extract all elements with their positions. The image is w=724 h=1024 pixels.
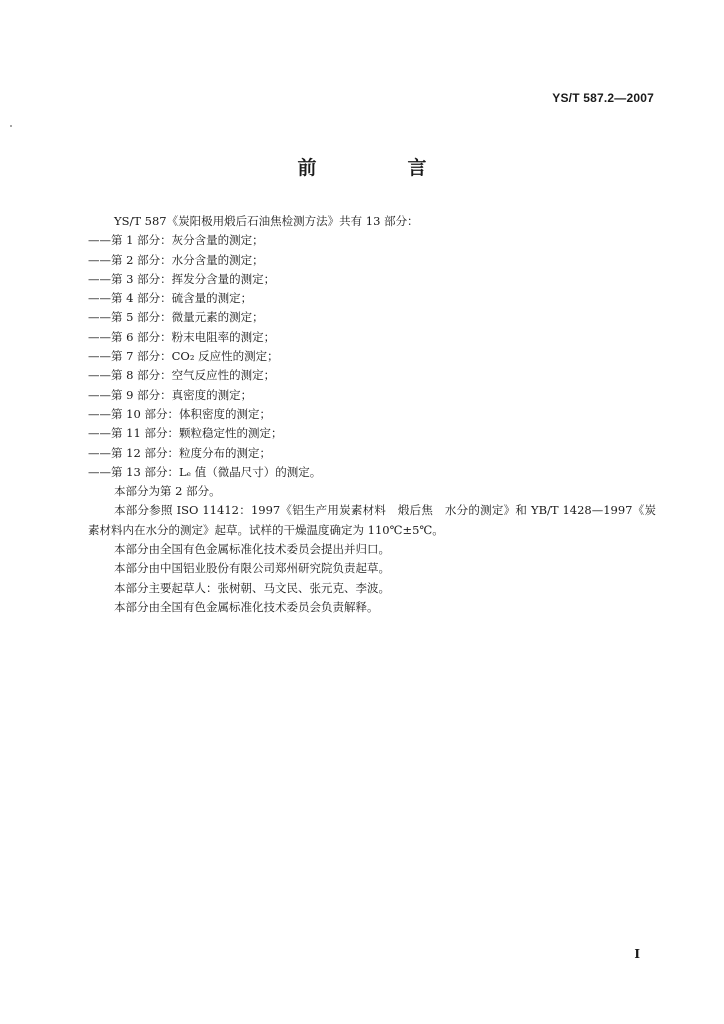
list-item: ——第 10 部分：体积密度的测定； [88,406,271,421]
list-item: ——第 12 部分：粒度分布的测定； [88,445,271,460]
this-part-paragraph: 本部分为第 2 部分。 [114,484,221,499]
list-item: ——第 8 部分：空气反应性的测定； [88,368,276,383]
proposed-paragraph: 本部分由全国有色金属标准化技术委员会提出并归口。 [114,542,390,557]
list-item: ——第 2 部分：水分含量的测定； [88,252,264,267]
drafting-org-paragraph: 本部分由中国铝业股份有限公司郑州研究院负责起草。 [114,561,390,576]
list-item: ——第 7 部分：CO₂ 反应性的测定； [88,349,279,364]
list-item: ——第 4 部分：硫含量的测定； [88,291,253,306]
list-item: ——第 11 部分：颗粒稳定性的测定； [88,426,283,441]
page-number: I [634,947,640,961]
intro-paragraph: YS/T 587《炭阳极用煅后石油焦检测方法》共有 13 部分： [114,214,419,228]
parts-list [88,231,656,482]
scan-speck [10,125,12,127]
list-item: ——第 13 部分：Lₑ 值（微晶尺寸）的测定。 [88,464,322,479]
reference-paragraph: 本部分参照 ISO 11412：1997《铝生产用炭素材料 煅后焦 水分的测定》和 YB/T 1428—1997《炭素材料内在水分的测定》起草。试样的干燥温度确定为 110℃±5℃。 [88,503,656,537]
interpretation-paragraph: 本部分由全国有色金属标准化技术委员会负责解释。 [114,599,379,614]
standard-code: YS/T 587.2—2007 [552,91,654,105]
list-item: ——第 9 部分：真密度的测定； [88,387,253,402]
foreword-body [88,212,656,617]
list-item: ——第 3 部分：挥发分含量的测定； [88,271,276,286]
list-item: ——第 5 部分：微量元素的测定； [88,310,264,325]
drafters-paragraph: 本部分主要起草人：张树朝、马文民、张元克、李波。 [114,580,390,595]
page-title: 前 言 [297,157,463,179]
list-item: ——第 1 部分：灰分含量的测定； [88,233,264,248]
list-item: ——第 6 部分：粉末电阻率的测定； [88,329,276,344]
